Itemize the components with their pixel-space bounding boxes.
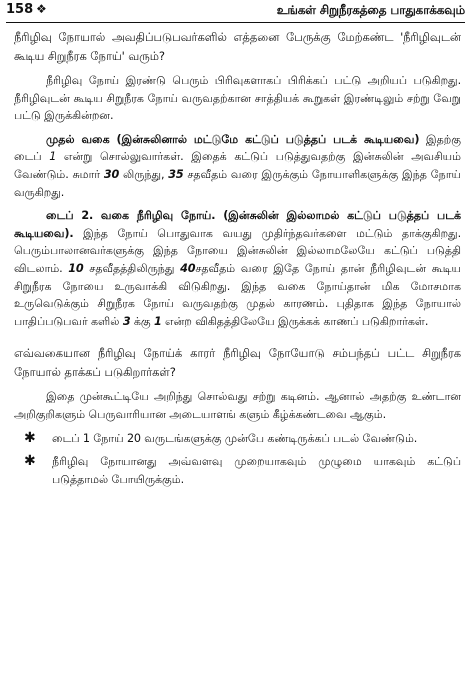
number: 1 (49, 150, 57, 164)
text-run: இந்த நோய் பொதுவாக வயது முதிர்ந்தவர்களை மட்டும் தாக்குகிறது. பெரும்பாலானவர்களுக்கு இந்த நோயை இன்சுலின் இல்லாமலேயே கட்டுப் படுத்தி விடலாம். (14, 226, 461, 275)
question-heading-1: நீரிழிவு நோயால் அவதிப்படுபவர்களில் எத்தனை பேருக்கு மேற்கண்ட 'நீரிழிவுடன் கூடிய சிறுநீரக நோய்' வரும்? (14, 30, 461, 63)
question-heading-2: எவ்வகையான நீரிழிவு நோய்க் காரர் நீரிழிவு நோயோடு சம்பந்தப் பட்ட சிறுநீரக நோயால் தாக்கப் படுகிறார்கள்? (14, 346, 461, 380)
number: 1 (154, 314, 162, 328)
number: 40 (180, 261, 196, 275)
text-run: க்கு (130, 314, 155, 328)
paragraph-4: இதை முன்கூட்டியே அறிந்து சொல்வது சற்று கடினம். ஆனால் அதற்கு உண்டான அறிகுறிகளும் பெருவாரியான அடையாளங் களும் கீழ்க்கண்டவை ஆகும். (14, 390, 461, 421)
paragraph-2 (14, 131, 461, 201)
list-item-text: நீரிழிவு நோயானது அவ்வளவு முறையாகவும் முழுமை யாகவும் கட்டுப் படுத்தாமல் போயிருக்கும். (52, 455, 461, 486)
asterisk-bullet-icon: ✱ (24, 453, 36, 470)
page-number: 158 (6, 2, 34, 17)
number: 30 (103, 167, 120, 181)
text-run: என்று சொல்லுவார்கள். இதைக் கட்டுப் படுத்துவதற்கு இன்சுலின் அவசியம் வேண்டும். சுமார் (14, 150, 461, 181)
paragraph-3 (14, 207, 461, 330)
running-title: உங்கள் சிறுநீரகத்தை பாதுகாக்கவும் (276, 3, 465, 17)
text-run: என்ற விகிதத்திலேயே இருக்கக் காணப் படுகிறார்கள். (161, 314, 429, 328)
number: 3 (122, 314, 131, 328)
text-run: சதவீதம் வரை இதே நோய் தான் நீரிழிவுடன் கூடிய சிறுநீரக நோயை உருவாக்கி விடுகிறது. இந்த வகை நோய்தான் மிக மோசமாக உருவெடுக்கும் சிறுநீரக நோய் வருவதற்கு முதல் காரணம். புதிதாக இந்த நோயால் பாதிப்படுபவர் களில் (14, 261, 461, 328)
type2-heading: டைப் 2. வகை நீரிழிவு நோய். (இன்சுலின் இல்லாமல் கட்டுப் படுத்தப் படக் கூடியவை). (14, 209, 461, 240)
asterisk-bullet-icon: ✱ (24, 429, 36, 446)
number: 35 (168, 167, 184, 181)
paragraph-1: நீரிழிவு நோய் இரண்டு பெரும் பிரிவுகளாகப் பிரிக்கப் பட்டு அறியப் படுகிறது. நீரிழிவுடன் கூடிய சிறுநீரக நோய் வருவதற்கான சாத்தியக் கூறுகள் இரண்டிலும் சற்று வேறு பட்டு இருக்கின்றன. (14, 74, 461, 123)
ornament-icon: ❖ (36, 2, 47, 16)
text-run: இதற்கு டைப் (14, 132, 461, 164)
text-run: லிருந்து, (119, 167, 169, 181)
page-body (14, 28, 461, 488)
list-item-text: டைப் 1 நோய் 20 வருடங்களுக்கு முன்பே கண்டிருக்கப் படல் வேண்டும். (52, 431, 418, 445)
list-item (14, 430, 461, 448)
type1-heading: முதல் வகை (இன்சுலினால் மட்டுமே கட்டுப் படுத்தப் படக் கூடியவை) (46, 132, 420, 146)
bullet-list (14, 430, 461, 489)
number: 10 (68, 261, 84, 275)
page-header (6, 0, 465, 23)
text-run: சதவீதம் வரை இருக்கும் நோயாளிகளுக்கு இந்த நோய் வருகிறது. (14, 167, 461, 199)
text-run: சதவீதத்திலிருந்து (83, 261, 181, 275)
list-item (14, 453, 461, 488)
